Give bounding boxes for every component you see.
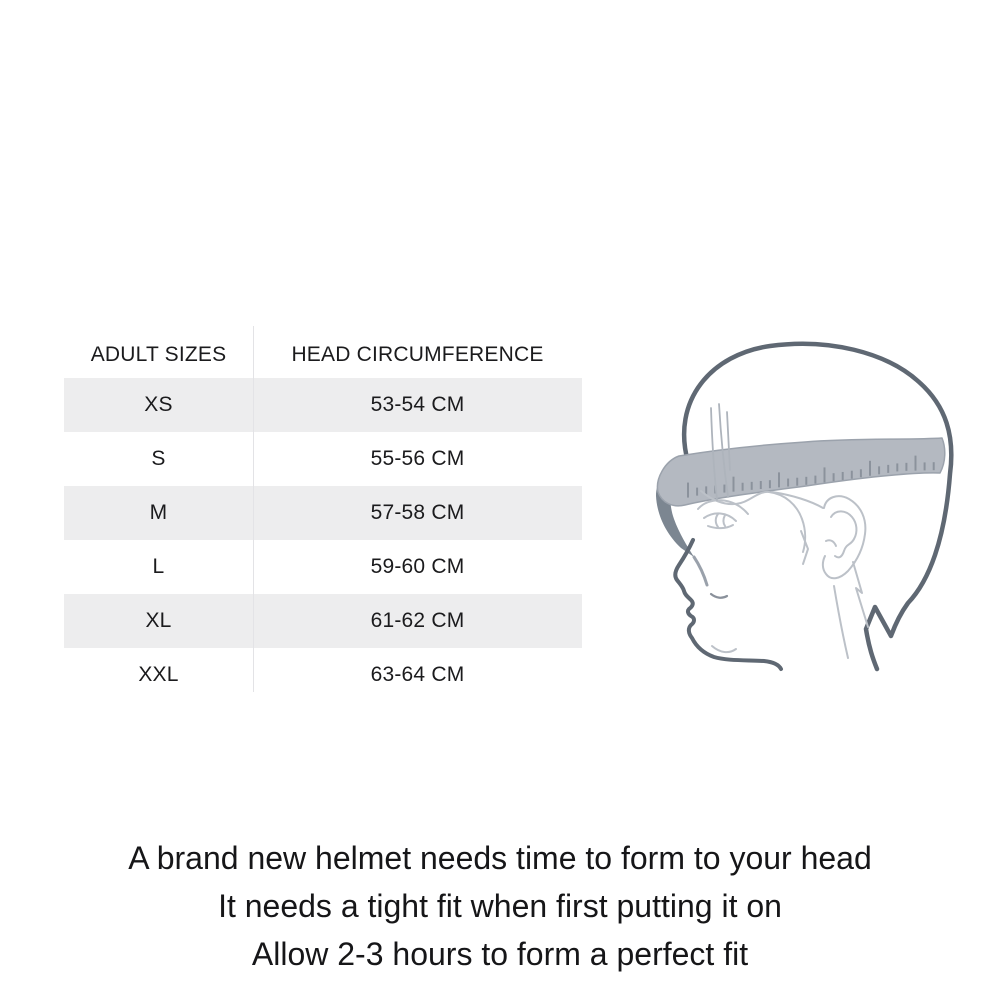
neck-line [834,586,848,658]
iris-right [724,515,726,526]
table-row-xl [64,594,582,648]
size-cell: XXL [138,663,179,686]
head-measurement-illustration-icon [630,330,980,675]
eye-upper-lid [704,513,736,521]
eye-lower-lid [708,525,733,528]
circumference-cell: 59-60 CM [370,555,465,578]
neck-hair-zigzag [853,562,868,627]
table-row-s [64,432,582,486]
table-header-row [64,332,582,378]
table-row-xs [64,378,582,432]
iris-left [716,514,718,527]
nostril-line [711,594,727,598]
size-cell: S [151,447,166,470]
column-header-adult-sizes: ADULT SIZES [90,343,227,366]
column-divider [253,326,254,692]
column-header-head-circumference: HEAD CIRCUMFERENCE [291,343,544,366]
advice-line-2: It needs a tight fit when first putting it on [218,888,782,924]
fitting-advice [0,834,1000,978]
circumference-cell: 57-58 CM [370,501,465,524]
size-cell: L [152,555,165,578]
table-row-m [64,486,582,540]
face-profile-outline [675,540,781,669]
face-details [698,491,868,658]
ear-outline [823,496,866,578]
size-cell: M [149,501,168,524]
size-table [64,332,582,702]
smile-line [712,646,736,652]
circumference-cell: 53-54 CM [370,393,465,416]
advice-line-1: A brand new helmet needs time to form to your head [128,840,872,876]
advice-line-3: Allow 2-3 hours to form a perfect fit [251,936,749,972]
size-cell: XL [145,609,172,632]
circumference-cell: 61-62 CM [370,609,465,632]
tape-tip [694,557,707,585]
measuring-tape-band [657,438,944,506]
head-outline [684,344,951,669]
table-row-xxl [64,648,582,702]
table-row-l [64,540,582,594]
circumference-cell: 63-64 CM [370,663,465,686]
ear-inner [831,511,856,557]
ear-tragus [826,540,836,546]
size-cell: XS [144,393,173,416]
circumference-cell: 55-56 CM [370,447,465,470]
